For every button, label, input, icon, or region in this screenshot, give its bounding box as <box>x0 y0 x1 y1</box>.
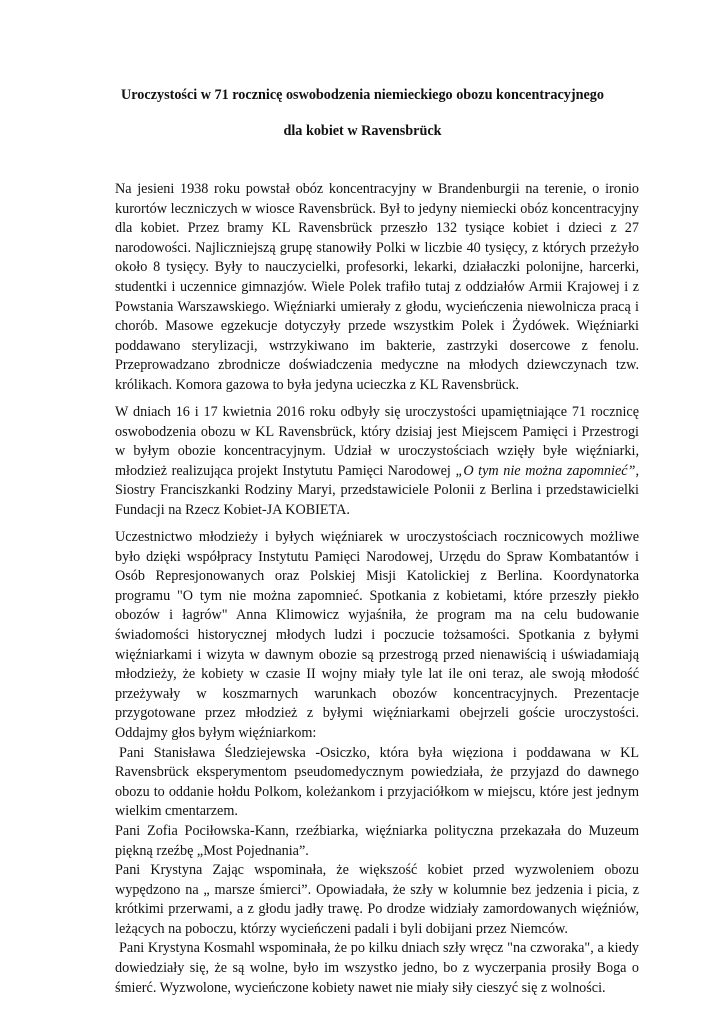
page-title-line-1: Uroczystości w 71 rocznicę oswobodzenia niemieckiego obozu koncentracyjnego <box>121 87 604 103</box>
paragraph-3 <box>115 528 639 998</box>
paragraph-1-text: Na jesieni 1938 roku powstał obóz koncentracyjny w Brandenburgii na terenie, o ironio kurortów leczniczych w wiosce Ravensbrück. Był to jedyny niemiecki obóz koncentracyjny dla kobiet. Przez bramy KL Ravensbrück przeszło 132 tysiące kobiet i dzieci z 27 narodowości. Najliczniejszą grupę stanowiły Polki w liczbie 40 tysięcy, z których przeżyło około 8 tysięcy. Były to nauczycielki, profesorki, lekarki, działaczki polonijne, harcerki, studentki i uczennice gimnazjów. Wiele Polek trafiło tutaj z oddziałów Armii Krajowej i z Powstania Warszawskiego. Więźniarki umierały z głodu, wycieńczenia niewolnicza pracą i chorób. Masowe egzekucje dotyczyły przede wszystkim Polek i Żydówek. Więźniarki poddawano sterylizacji, wstrzykiwano im bakterie, zastrzyki dosercowe z fenolu. Przeprowadzano zbrodnicze doświadczenia medyczne na młodych dziewczynach tzw. królikach. Komora gazowa to była jedyna ucieczka z KL Ravensbrück. <box>115 181 639 393</box>
paragraph-2-text-after: , Siostry Franciszkanki Rodziny Maryi, przedstawiciele Polonii z Berlina i przedstawicielki Fundacji na Rzecz Kobiet-JA KOBIETA. <box>115 462 639 518</box>
paragraph-3-text: Uczestnictwo młodzieży i byłych więźniarek w uroczystościach rocznicowych możliwe było dzięki współpracy Instytutu Pamięci Narodowej, Urzędu do Spraw Kombatantów i Osób Represjonowanych oraz Polskiej Misji Katolickiej z Berlina. Koordynatorka programu "O tym nie można zapomnieć. Spotkania z kobietami, które przeszły piekło obozów i łagrów" Anna Klimowicz wyjaśniła, że program ma na celu budowanie świadomości historycznej młodych ludzi i poczucie tożsamości. Spotkania z byłymi więźniarkami i wizyta w dawnym obozie są przestrogą przed nienawiścią i uświadamiają młodzieży, że kobiety w czasie II wojny miały tyle lat ile oni teraz, ale swoją młodość przeżywały w koszmarnych warunkach obozów koncentracyjnych. Prezentacje przygotowane przez młodzież z byłymi więźniarkami obejrzeli goście uroczystości. Oddajmy głos byłym więźniarkom: <box>115 529 639 741</box>
paragraph-1 <box>115 180 639 396</box>
testimony-sledziejewska: Pani Stanisława Śledziejewska -Osiczko, która była więziona i poddawana w KL Ravensbrück eksperymentom pseudomedycznym powiedziała, że przyjazd do dawnego obozu to oddanie hołdu Polkom, koleżankom i przyjaciółkom w miejscu, które jest jednym wielkim cmentarzem. <box>115 744 639 820</box>
page-title-line-2: dla kobiet w Ravensbrück <box>283 123 442 139</box>
paragraph-2 <box>115 403 639 521</box>
testimony-zajac: Pani Krystyna Zając wspominała, że większość kobiet przed wyzwoleniem obozu wypędzono na „ marsze śmierci”. Opowiadała, że szły w kolumnie bez jedzenia i picia, z krótkimi przerwami, a z głodu jadły trawę. Po drodze widziały zamordowanych więźniów, leżących na poboczu, którzy wycieńczeni padali i byli dobijani przez Niemców. <box>115 862 639 937</box>
testimony-kosmahl: Pani Krystyna Kosmahl wspominała, że po kilku dniach szły wręcz "na czworaka", a kiedy dowiedziały się, że są wolne, było im wszystko jedno, bo z wyczerpania prosiły Boga o śmierć. Wyzwolone, wycieńczone kobiety nawet nie miały siły cieszyć się z wolności. <box>115 940 639 996</box>
paragraph-2-text-before: W dniach 16 i 17 kwietnia 2016 roku odbyły się uroczystości upamiętniające 71 rocznicę oswobodzenia obozu w KL Ravensbrück, który dzisiaj jest Miejscem Pamięci i Przestrogi w byłym obozie koncentracyjnym. Udział w uroczystościach wzięły byłe więźniarki, młodzież realizująca projekt Instytutu Pamięci Narodowej <box>115 404 639 479</box>
project-title-italic: „O tym nie można zapomnieć” <box>455 462 636 479</box>
paragraph-2-text <box>115 403 639 521</box>
testimony-pocilowska: Pani Zofia Pociłowska-Kann, rzeźbiarka, więźniarka polityczna przekazała do Muzeum piękną rzeźbę „Most Pojednania”. <box>115 822 639 859</box>
